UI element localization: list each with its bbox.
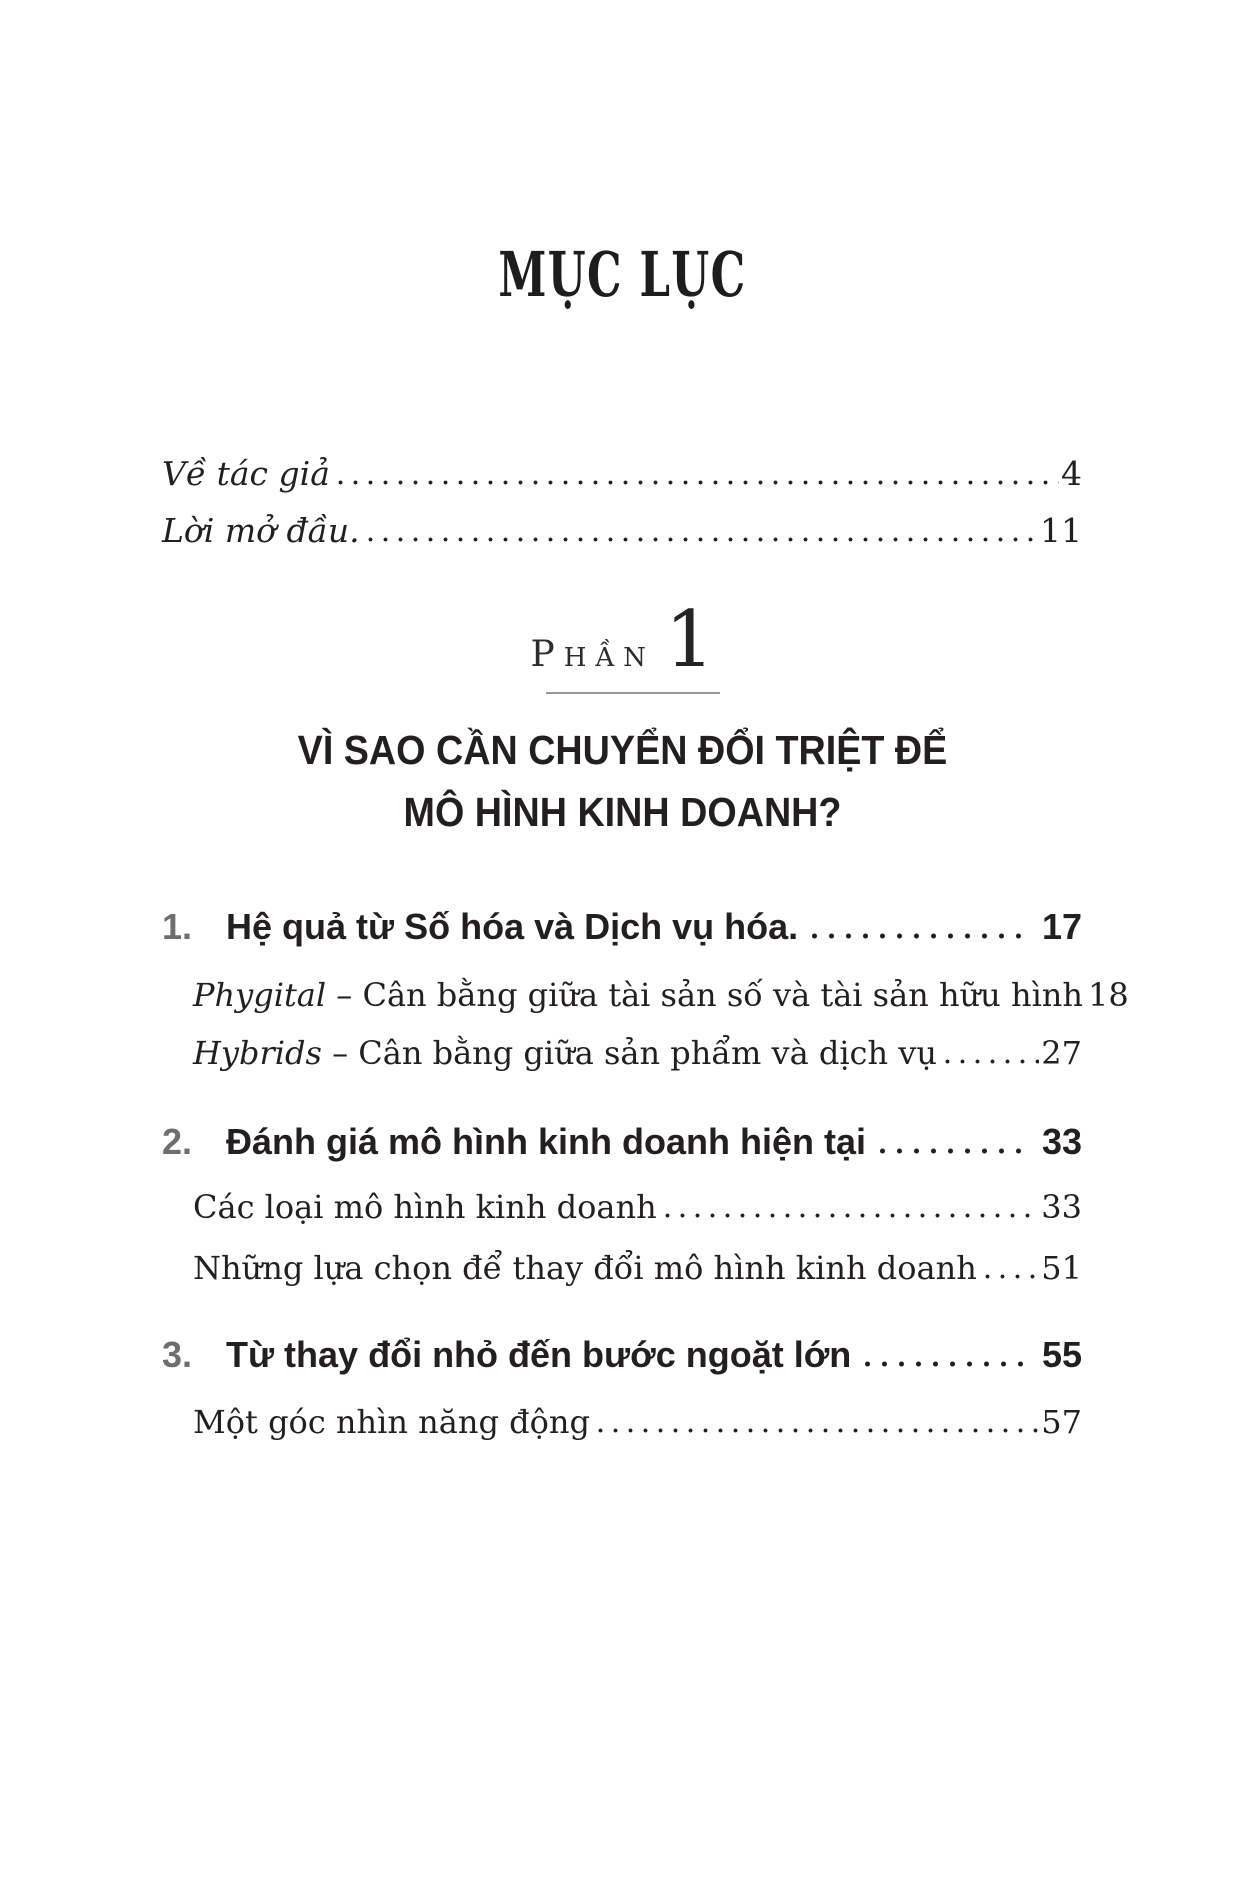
- part-title-line2: MÔ HÌNH KINH DOANH?: [403, 789, 842, 835]
- toc-entry-number: 2.: [162, 1121, 193, 1162]
- dot-leader: [333, 480, 1059, 485]
- toc-subentry-title: [193, 1244, 977, 1292]
- toc-subentry: [162, 971, 1129, 1019]
- toc-subentry-text: Những lựa chọn để thay đổi mô hình kinh doanh: [193, 1249, 977, 1287]
- toc-front-row: [162, 450, 1082, 498]
- page-number: 18: [1088, 976, 1129, 1014]
- toc-subentry: [162, 1244, 1082, 1292]
- toc-entry: [162, 903, 1082, 951]
- toc-subentry: [162, 1398, 1082, 1446]
- toc-subentry-italic: Phygital: [193, 976, 327, 1014]
- page-number: 11: [1040, 511, 1082, 550]
- dot-leader: [874, 1148, 1030, 1154]
- part-heading: [0, 595, 1245, 685]
- page-number: 17: [1041, 906, 1082, 947]
- dot-leader: [859, 1361, 1030, 1367]
- toc-entry: [162, 1118, 1082, 1166]
- dot-leader: [593, 1428, 1039, 1433]
- page-title: MỤC LỤC: [498, 238, 747, 311]
- toc-subentry-text: – Cân bằng giữa sản phẩm và dịch vụ: [321, 1034, 937, 1072]
- page-number: 33: [1041, 1121, 1082, 1162]
- toc-entry-title: Từ thay đổi nhỏ đến bước ngoặt lớn: [226, 1334, 852, 1375]
- toc-subentry-title: [193, 1183, 657, 1231]
- part-label: P HẦN 1: [530, 595, 715, 685]
- page-number: 33: [1041, 1188, 1082, 1226]
- toc-subentry-italic: Hybrids: [193, 1034, 322, 1072]
- part-number: 1: [664, 595, 715, 685]
- toc-front-row: [162, 507, 1082, 555]
- toc-front-label: Lời mở đầu.: [162, 511, 360, 550]
- toc-subentry: [162, 1183, 1082, 1231]
- part-underline: [546, 692, 720, 694]
- toc-entry-title: Hệ quả từ Số hóa và Dịch vụ hóa.: [226, 906, 799, 947]
- page-number: 55: [1041, 1334, 1082, 1375]
- toc-entry: [162, 1331, 1082, 1379]
- page-number: 27: [1041, 1034, 1082, 1072]
- toc-subentry-title: [193, 1398, 590, 1446]
- toc-subentry-text: – Cân bằng giữa tài sản số và tài sản hữu hình: [326, 976, 1084, 1014]
- toc-front-label: Về tác giả: [162, 454, 330, 493]
- toc-subentry-text: Một góc nhìn năng động: [193, 1403, 590, 1441]
- part-title: [50, 719, 1195, 843]
- toc-subentry-text: Các loại mô hình kinh doanh: [193, 1188, 657, 1226]
- toc-subentry: [162, 1029, 1082, 1077]
- dot-leader: [940, 1059, 1039, 1064]
- toc-entry-number: 1.: [162, 906, 193, 947]
- toc-subentry-title: [193, 1029, 937, 1077]
- toc-entry-number: 3.: [162, 1334, 193, 1375]
- page-number: 4: [1061, 454, 1082, 493]
- dot-leader: [980, 1274, 1039, 1279]
- page-number: 51: [1041, 1249, 1082, 1287]
- toc-entry-title: Đánh giá mô hình kinh doanh hiện tại: [226, 1121, 867, 1162]
- dot-leader: [660, 1213, 1040, 1218]
- toc-subentry-title: [193, 971, 1083, 1019]
- part-title-line1: VÌ SAO CẦN CHUYỂN ĐỔI TRIỆT ĐỂ: [297, 727, 948, 773]
- dot-leader: [806, 933, 1030, 939]
- page-number: 57: [1041, 1403, 1082, 1441]
- dot-leader: [363, 537, 1038, 542]
